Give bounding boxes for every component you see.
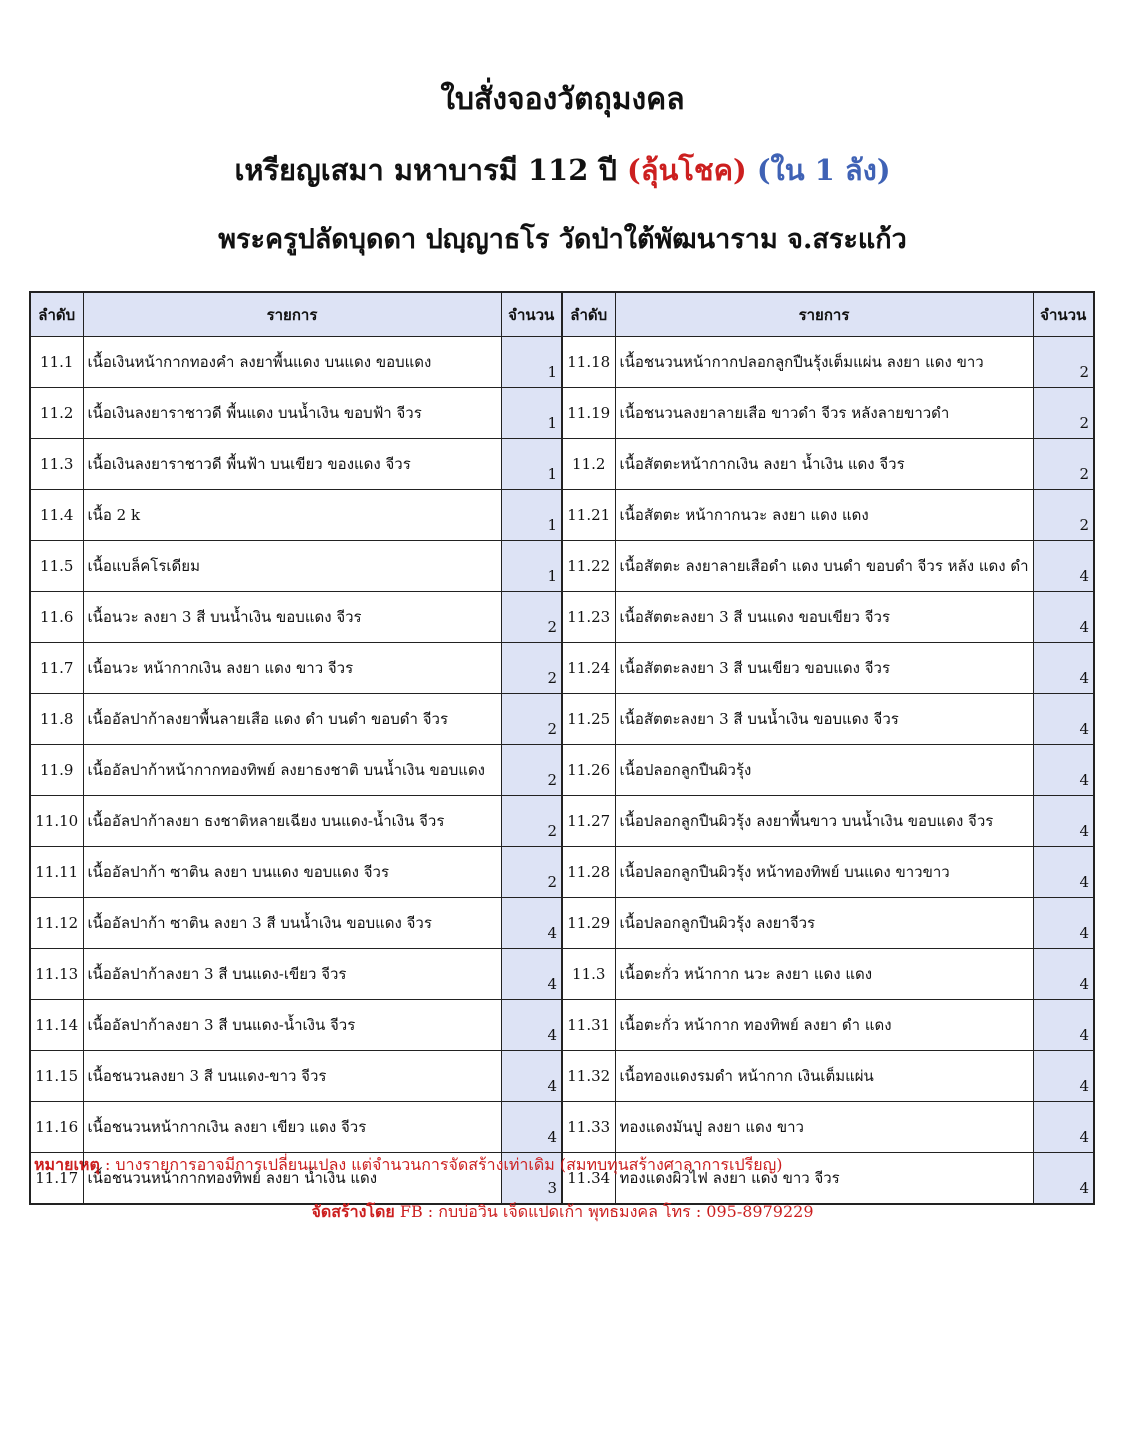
header-no-left: ลำดับ (30, 292, 83, 337)
item-no-left: 11.4 (30, 490, 83, 541)
item-name-right: เนื้อตะกั่ว หน้ากาก ทองทิพย์ ลงยา ดำ แดง (615, 1000, 1033, 1051)
subtitle-main: เหรียญเสมา มหาบารมี 112 ปี (234, 153, 628, 187)
table-row (30, 643, 1094, 694)
title-block (0, 72, 1125, 272)
item-name-left: เนื้อนวะ ลงยา 3 สี บนน้ำเงิน ขอบแดง จีวร (83, 592, 501, 643)
header-no-right: ลำดับ (562, 292, 615, 337)
item-no-left: 11.5 (30, 541, 83, 592)
item-name-left: เนื้อเงินลงยาราชาวดี พื้นฟ้า บนเขียว ของแดง จีวร (83, 439, 501, 490)
item-no-right: 11.21 (562, 490, 615, 541)
item-name-left: เนื้ออัลปาก้าลงยาพื้นลายเสือ แดง ดำ บนดำ ขอบดำ จีวร (83, 694, 501, 745)
item-name-right: เนื้อทองแดงรมดำ หน้ากาก เงินเต็มแผ่น (615, 1051, 1033, 1102)
item-no-right: 11.24 (562, 643, 615, 694)
item-name-right: เนื้อสัตตะ ลงยาลายเสือดำ แดง บนดำ ขอบดำ จีวร หลัง แดง ดำ (615, 541, 1033, 592)
page-title: ใบสั่งจองวัตถุมงคล (440, 82, 685, 117)
item-qty-right: 4 (1033, 541, 1094, 592)
item-name-left: เนื้ออัลปาก้า ซาติน ลงยา บนแดง ขอบแดง จีวร (83, 847, 501, 898)
item-name-left: เนื้ออัลปาก้า ซาติน ลงยา 3 สี บนน้ำเงิน ขอบแดง จีวร (83, 898, 501, 949)
item-qty-left: 4 (501, 898, 562, 949)
item-qty-right: 4 (1033, 592, 1094, 643)
table-row (30, 337, 1094, 388)
credit-line (0, 1200, 1125, 1225)
item-qty-left: 4 (501, 1000, 562, 1051)
item-name-left: เนื้ออัลปาก้าหน้ากากทองทิพย์ ลงยาธงชาติ บนน้ำเงิน ขอบแดง (83, 745, 501, 796)
item-name-right: เนื้อปลอกลูกปืนผิวรุ้ง ลงยาพื้นขาว บนน้ำเงิน ขอบแดง จีวร (615, 796, 1033, 847)
item-name-left: เนื้ออัลปาก้าลงยา 3 สี บนแดง-น้ำเงิน จีวร (83, 1000, 501, 1051)
remark-label: หมายเหตุ (34, 1155, 100, 1174)
table-header-row (30, 292, 1094, 337)
subtitle-blue: (ใน 1 ลัง) (746, 153, 891, 187)
item-name-right: เนื้อสัตตะ หน้ากากนวะ ลงยา แดง แดง (615, 490, 1033, 541)
item-no-left: 11.2 (30, 388, 83, 439)
item-name-right: เนื้อตะกั่ว หน้ากาก นวะ ลงยา แดง แดง (615, 949, 1033, 1000)
header-item-left: รายการ (83, 292, 501, 337)
item-qty-left: 1 (501, 541, 562, 592)
header-item-right: รายการ (615, 292, 1033, 337)
table-row (30, 1051, 1094, 1102)
table-row (30, 388, 1094, 439)
item-no-left: 11.14 (30, 1000, 83, 1051)
item-qty-left: 1 (501, 337, 562, 388)
item-name-left: เนื้ออัลปาก้าลงยา ธงชาติหลายเฉียง บนแดง-น้ำเงิน จีวร (83, 796, 501, 847)
item-name-right: เนื้อสัตตะลงยา 3 สี บนน้ำเงิน ขอบแดง จีวร (615, 694, 1033, 745)
header-qty-left: จำนวน (501, 292, 562, 337)
item-name-right: ทองแดงผิวไฟ ลงยา แดง ขาว จีวร (615, 1153, 1033, 1205)
item-no-right: 11.27 (562, 796, 615, 847)
item-qty-left: 2 (501, 796, 562, 847)
table-row (30, 898, 1094, 949)
item-qty-left: 4 (501, 1051, 562, 1102)
item-name-right: เนื้อสัตตะลงยา 3 สี บนแดง ขอบเขียว จีวร (615, 592, 1033, 643)
item-name-right: เนื้อปลอกลูกปืนผิวรุ้ง ลงยาจีวร (615, 898, 1033, 949)
item-no-left: 11.17 (30, 1153, 83, 1205)
item-name-left: เนื้อชนวนหน้ากากเงิน ลงยา เขียว แดง จีวร (83, 1102, 501, 1153)
item-no-left: 11.8 (30, 694, 83, 745)
item-no-right: 11.23 (562, 592, 615, 643)
item-qty-right: 4 (1033, 745, 1094, 796)
credit-label: จัดสร้างโดย (311, 1202, 395, 1221)
item-no-left: 11.15 (30, 1051, 83, 1102)
item-qty-right: 2 (1033, 337, 1094, 388)
item-no-left: 11.10 (30, 796, 83, 847)
item-qty-left: 2 (501, 745, 562, 796)
item-qty-right: 4 (1033, 796, 1094, 847)
item-no-right: 11.28 (562, 847, 615, 898)
temple-line: พระครูปลัดบุดดา ปญฺญาธโร วัดป่าใต้พัฒนาราม จ.สระแก้ว (218, 224, 907, 255)
item-name-left: เนื้อ 2 k (83, 490, 501, 541)
table-row (30, 592, 1094, 643)
item-no-left: 11.11 (30, 847, 83, 898)
item-name-left: เนื้อนวะ หน้ากากเงิน ลงยา แดง ขาว จีวร (83, 643, 501, 694)
item-name-right: เนื้อสัตตะลงยา 3 สี บนเขียว ขอบแดง จีวร (615, 643, 1033, 694)
table-row (30, 439, 1094, 490)
item-qty-right: 4 (1033, 1000, 1094, 1051)
item-qty-right: 4 (1033, 694, 1094, 745)
remark (34, 1153, 782, 1178)
item-no-left: 11.16 (30, 1102, 83, 1153)
item-no-right: 11.32 (562, 1051, 615, 1102)
item-no-left: 11.12 (30, 898, 83, 949)
item-no-right: 11.33 (562, 1102, 615, 1153)
table-row (30, 541, 1094, 592)
item-no-right: 11.34 (562, 1153, 615, 1205)
item-no-left: 11.7 (30, 643, 83, 694)
item-no-left: 11.6 (30, 592, 83, 643)
item-name-left: เนื้อชนวนหน้ากากทองทิพย์ ลงยา น้ำเงิน แดง (83, 1153, 501, 1205)
item-no-right: 11.25 (562, 694, 615, 745)
credit-text: FB : กบบ่อวิน เจ็ดแปดเก้า พุทธมงคล โทร : 095-8979229 (394, 1202, 814, 1221)
item-no-right: 11.29 (562, 898, 615, 949)
item-name-right: เนื้อชนวนลงยาลายเสือ ขาวดำ จีวร หลังลายขาวดำ (615, 388, 1033, 439)
item-qty-right: 4 (1033, 847, 1094, 898)
table-row (30, 796, 1094, 847)
item-qty-right: 2 (1033, 439, 1094, 490)
item-qty-left: 1 (501, 388, 562, 439)
item-no-left: 11.9 (30, 745, 83, 796)
item-qty-left: 1 (501, 490, 562, 541)
item-no-left: 11.3 (30, 439, 83, 490)
item-qty-left: 3 (501, 1153, 562, 1205)
item-qty-right: 2 (1033, 388, 1094, 439)
item-qty-left: 1 (501, 439, 562, 490)
table-row (30, 694, 1094, 745)
item-name-right: เนื้อปลอกลูกปืนผิวรุ้ง หน้าทองทิพย์ บนแดง ขาวขาว (615, 847, 1033, 898)
table-row (30, 847, 1094, 898)
remark-text: : บางรายการอาจมีการเปลี่ยนแปลง แต่จำนวนการจัดสร้างเท่าเดิม (สมทบทุนสร้างศาลาการเปรียญ) (99, 1155, 783, 1174)
item-qty-left: 2 (501, 643, 562, 694)
table-row (30, 1102, 1094, 1153)
item-name-left: เนื้อเงินหน้ากากทองคำ ลงยาพื้นแดง บนแดง ขอบแดง (83, 337, 501, 388)
item-no-right: 11.3 (562, 949, 615, 1000)
item-no-right: 11.18 (562, 337, 615, 388)
item-qty-right: 4 (1033, 1051, 1094, 1102)
item-no-right: 11.19 (562, 388, 615, 439)
item-name-left: เนื้อแบล็คโรเดียม (83, 541, 501, 592)
item-qty-right: 4 (1033, 643, 1094, 694)
item-qty-left: 4 (501, 949, 562, 1000)
header-qty-right: จำนวน (1033, 292, 1094, 337)
item-qty-right: 2 (1033, 490, 1094, 541)
item-name-right: เนื้อชนวนหน้ากากปลอกลูกปืนรุ้งเต็มแผ่น ลงยา แดง ขาว (615, 337, 1033, 388)
subtitle-red: (ลุ้นโชค) (627, 153, 747, 187)
table-row (30, 745, 1094, 796)
item-name-right: เนื้อปลอกลูกปืนผิวรุ้ง (615, 745, 1033, 796)
table-row (30, 490, 1094, 541)
table-row (30, 1000, 1094, 1051)
item-name-right: ทองแดงมันปู ลงยา แดง ขาว (615, 1102, 1033, 1153)
item-no-right: 11.26 (562, 745, 615, 796)
item-no-left: 11.1 (30, 337, 83, 388)
item-no-right: 11.31 (562, 1000, 615, 1051)
item-qty-right: 4 (1033, 1153, 1094, 1205)
item-name-left: เนื้ออัลปาก้าลงยา 3 สี บนแดง-เขียว จีวร (83, 949, 501, 1000)
item-no-right: 11.2 (562, 439, 615, 490)
page-subtitle (0, 142, 1125, 212)
item-qty-left: 2 (501, 694, 562, 745)
item-qty-left: 2 (501, 592, 562, 643)
item-no-left: 11.13 (30, 949, 83, 1000)
item-qty-right: 4 (1033, 898, 1094, 949)
table-row (30, 949, 1094, 1000)
item-qty-right: 4 (1033, 1102, 1094, 1153)
item-no-right: 11.22 (562, 541, 615, 592)
item-qty-left: 2 (501, 847, 562, 898)
item-qty-left: 4 (501, 1102, 562, 1153)
item-name-left: เนื้อชนวนลงยา 3 สี บนแดง-ขาว จีวร (83, 1051, 501, 1102)
item-name-right: เนื้อสัตตะหน้ากากเงิน ลงยา น้ำเงิน แดง จีวร (615, 439, 1033, 490)
item-name-left: เนื้อเงินลงยาราชาวดี พื้นแดง บนน้ำเงิน ขอบฟ้า จีวร (83, 388, 501, 439)
order-table (29, 291, 1095, 1205)
item-qty-right: 4 (1033, 949, 1094, 1000)
